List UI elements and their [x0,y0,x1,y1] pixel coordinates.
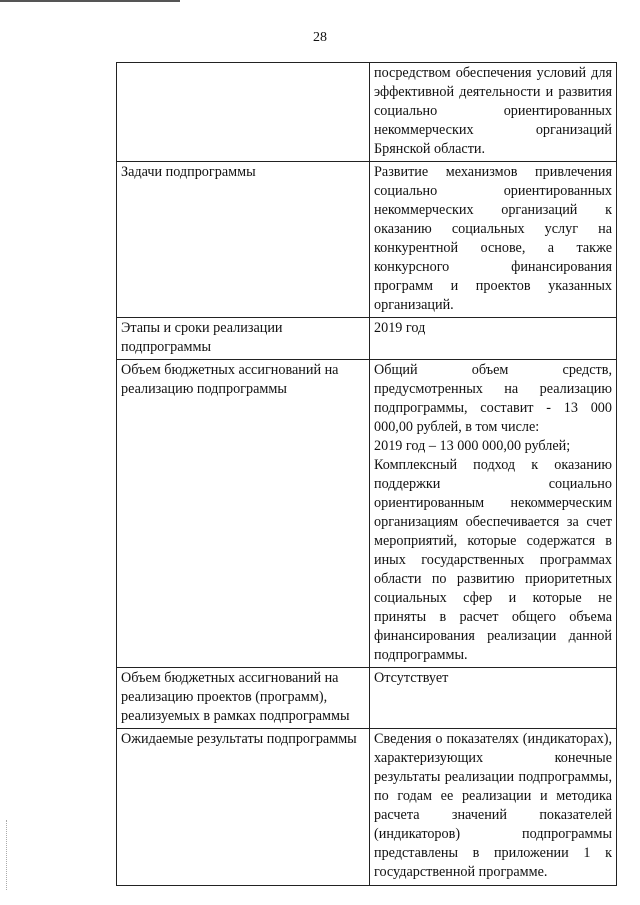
row-label: Ожидаемые результаты подпрограммы [117,729,370,886]
budget-approach-text: Комплексный подход к оказанию поддержки социально ориентированным некоммерческим организациям обеспечивается за счет мероприятий, которые содержатся в иных государственных программах области по развитию приоритетных социальных сфер и которые не приняты в расчет общего объема финансирования реализации данной подпрограммы. [374,457,612,663]
page-number: 28 [313,30,327,45]
row-value: 2019 год [370,318,617,360]
row-value: посредством обеспечения условий для эффективной деятельности и развития социально ориентированных некоммерческих организаций Брянской области. [370,63,617,162]
row-value [370,360,617,668]
row-value: Отсутствует [370,668,617,729]
table-row [117,668,617,729]
budget-total-text: Общий объем средств, предусмотренных на реализацию подпрограммы, составит - 13 000 000,00 рублей, в том числе: [374,362,612,435]
row-value: Развитие механизмов привлечения социально ориентированных некоммерческих организаций к оказанию социальных услуг на конкурентной основе, а также конкурсного финансирования программ и проектов указанных организаций. [370,162,617,318]
row-label: Объем бюджетных ассигнований на реализацию проектов (программ), реализуемых в рамках подпрограммы [117,668,370,729]
row-label: Этапы и сроки реализации подпрограммы [117,318,370,360]
table-row [117,63,617,162]
row-value: Сведения о показателях (индикаторах), характеризующих конечные результаты реализации подпрограммы, по годам ее реализации и методика расчета значений показателей (индикаторов) подпрограммы представлены в приложении 1 к государственной программе. [370,729,617,886]
row-label: Объем бюджетных ассигнований на реализацию подпрограммы [117,360,370,668]
scan-margin-dots [6,820,9,890]
table-row [117,162,617,318]
row-label [117,63,370,162]
row-label: Задачи подпрограммы [117,162,370,318]
table-row [117,318,617,360]
table-row [117,360,617,668]
budget-year-text: 2019 год – 13 000 000,00 рублей; [374,438,571,454]
subprogram-passport-table [116,62,617,886]
table-row [117,729,617,886]
scan-edge-line [0,0,180,2]
